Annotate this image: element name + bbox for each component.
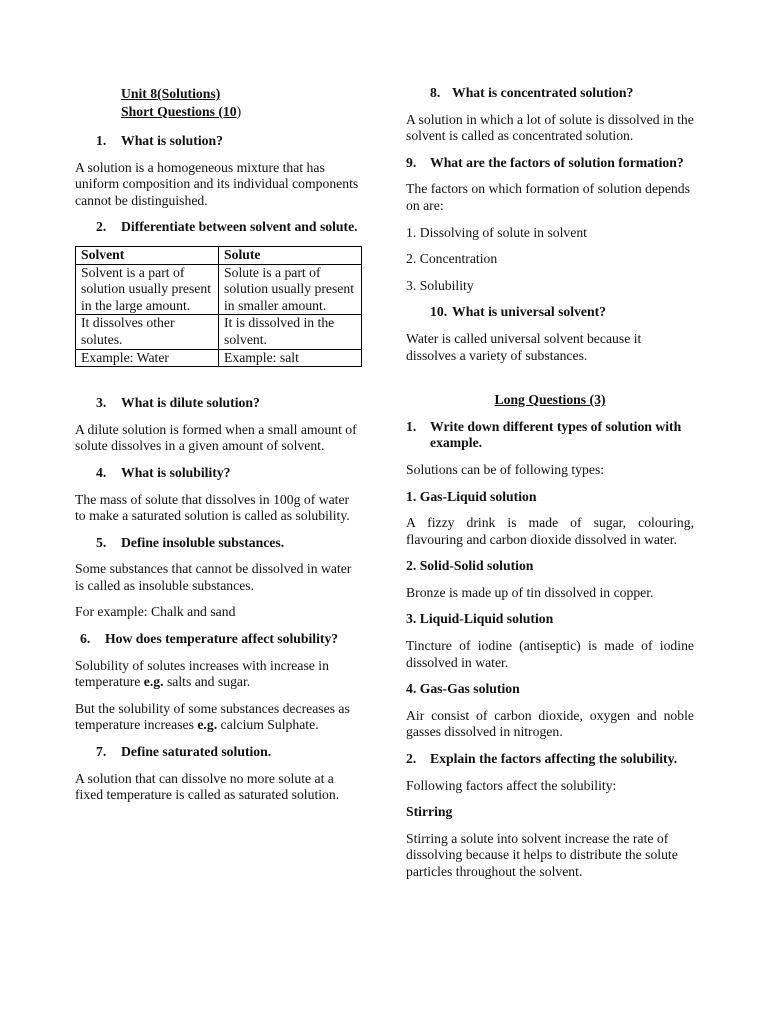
table-cell: Solvent is a part of solution usually present in the large amount.	[76, 264, 219, 315]
table-header-solvent: Solvent	[76, 246, 219, 264]
answer-5: Some substances that cannot be dissolved in water is called as insoluble substances.	[75, 561, 352, 593]
table-cell: It dissolves other solutes.	[76, 315, 219, 349]
question-text: How does temperature affect solubility?	[105, 631, 339, 647]
short-questions-title-text: Short Questions (10	[121, 104, 237, 119]
question-number: 5.	[96, 534, 107, 550]
answer-6b	[75, 701, 362, 734]
question-text: What are the factors of solution formation?	[430, 154, 684, 170]
solution-type-text: Bronze is made up of tin dissolved in copper.	[406, 584, 654, 600]
unit-title: Unit 8(Solutions)	[121, 86, 221, 101]
factor-item: 1. Dissolving of solute in solvent	[406, 224, 587, 240]
right-column	[406, 85, 694, 881]
answer-4: The mass of solute that dissolves in 100g of water to make a saturated solution is called as solubility.	[75, 491, 350, 524]
short-questions-title-close: )	[236, 104, 242, 119]
question-text: Define insoluble substances.	[121, 534, 285, 550]
answer-9: The factors on which formation of solution depends on are:	[406, 181, 690, 213]
table-row	[76, 349, 362, 367]
question-number: 3.	[96, 395, 107, 411]
question-1	[75, 133, 362, 150]
table-cell: It is dissolved in the solvent.	[219, 315, 362, 349]
question-text: What is dilute solution?	[121, 395, 260, 411]
solution-type-title: 4. Gas-Gas solution	[406, 681, 520, 697]
question-text: Differentiate between solvent and solute.	[121, 219, 358, 235]
answer-1: A solution is a homogeneous mixture that has uniform composition and its individual components cannot be distinguished.	[75, 159, 359, 208]
solution-type-text: Air consist of carbon dioxide, oxygen and noble gasses dissolved in nitrogen.	[406, 707, 694, 740]
question-number: 1.	[406, 418, 417, 434]
left-column	[75, 85, 362, 804]
question-3	[75, 395, 362, 412]
short-questions-title	[121, 103, 362, 121]
solution-type-title: 2. Solid-Solid solution	[406, 558, 534, 574]
question-number: 2.	[96, 219, 107, 235]
solution-type-text: A fizzy drink is made of sugar, colouring, flavouring and carbon dioxide dissolved in water.	[406, 515, 694, 547]
answer-6-eg: e.g.	[143, 674, 164, 690]
long-questions-title: Long Questions (3)	[494, 392, 606, 408]
solution-type-text: Tincture of iodine (antiseptic) is made of iodine dissolved in water.	[406, 638, 694, 670]
answer-6	[75, 658, 362, 691]
long-question-1	[406, 419, 694, 452]
solvent-solute-table	[75, 246, 362, 367]
unit-heading	[121, 85, 362, 121]
stirring-title: Stirring	[406, 804, 453, 820]
factor-item: 3. Solubility	[406, 277, 474, 293]
stirring-text: Stirring a solute into solvent increase the rate of dissolving because it helps to distribute the solute particles throughout the solvent.	[406, 830, 678, 879]
question-7	[75, 744, 362, 761]
question-text: What is solubility?	[121, 464, 231, 480]
question-number: 7.	[96, 744, 107, 760]
question-10	[406, 304, 694, 321]
answer-8: A solution in which a lot of solute is dissolved in the solvent is called as concentrated solution.	[406, 111, 694, 144]
table-row	[76, 315, 362, 349]
factor-item: 2. Concentration	[406, 251, 498, 267]
answer-6b-eg: e.g.	[197, 717, 218, 733]
solution-type-title: 3. Liquid-Liquid solution	[406, 611, 554, 627]
table-cell: Example: salt	[219, 349, 362, 367]
question-number: 2.	[406, 751, 417, 767]
table-cell: Solute is a part of solution usually present in smaller amount.	[219, 264, 362, 315]
answer-10: Water is called universal solvent because it dissolves a variety of substances.	[406, 330, 642, 363]
answer-6-part2: salts and sugar.	[163, 674, 251, 690]
question-number: 1.	[96, 133, 107, 148]
answer-6-part1: Solubility of solutes increases with increase in temperature	[75, 657, 329, 690]
answer-3: A dilute solution is formed when a small amount of solute dissolves in a given amount of solvent.	[75, 421, 357, 454]
question-8	[406, 85, 694, 102]
question-9	[406, 155, 694, 172]
question-text: Define saturated solution.	[121, 744, 272, 760]
question-5	[75, 535, 362, 552]
table-header-solute: Solute	[219, 246, 362, 264]
question-number: 6.	[80, 631, 91, 647]
question-6	[75, 631, 362, 648]
question-number: 10.	[430, 304, 448, 320]
question-text: Write down different types of solution with example.	[430, 418, 682, 451]
question-number: 9.	[406, 154, 417, 170]
table-row	[76, 264, 362, 315]
table-header-row	[76, 246, 362, 264]
question-number: 8.	[430, 85, 441, 100]
solution-type-title: 1. Gas-Liquid solution	[406, 488, 537, 504]
question-text: What is solution?	[121, 133, 223, 148]
long-question-2	[406, 751, 694, 768]
long-answer-2-intro: Following factors affect the solubility:	[406, 777, 617, 793]
answer-5-example: For example: Chalk and sand	[75, 604, 236, 620]
question-2	[75, 219, 362, 236]
question-text: Explain the factors affecting the solubility.	[430, 751, 678, 767]
table-cell: Example: Water	[76, 349, 219, 367]
long-answer-1-intro: Solutions can be of following types:	[406, 461, 605, 477]
question-text: What is concentrated solution?	[452, 85, 634, 100]
question-text: What is universal solvent?	[452, 304, 606, 320]
question-number: 4.	[96, 464, 107, 480]
answer-6b-part1: But the solubility of some substances decreases as temperature increases	[75, 700, 350, 733]
answer-6b-part2: calcium Sulphate.	[217, 717, 319, 733]
question-4	[75, 465, 362, 482]
answer-7: A solution that can dissolve no more solute at a fixed temperature is called as saturated solution.	[75, 770, 340, 803]
